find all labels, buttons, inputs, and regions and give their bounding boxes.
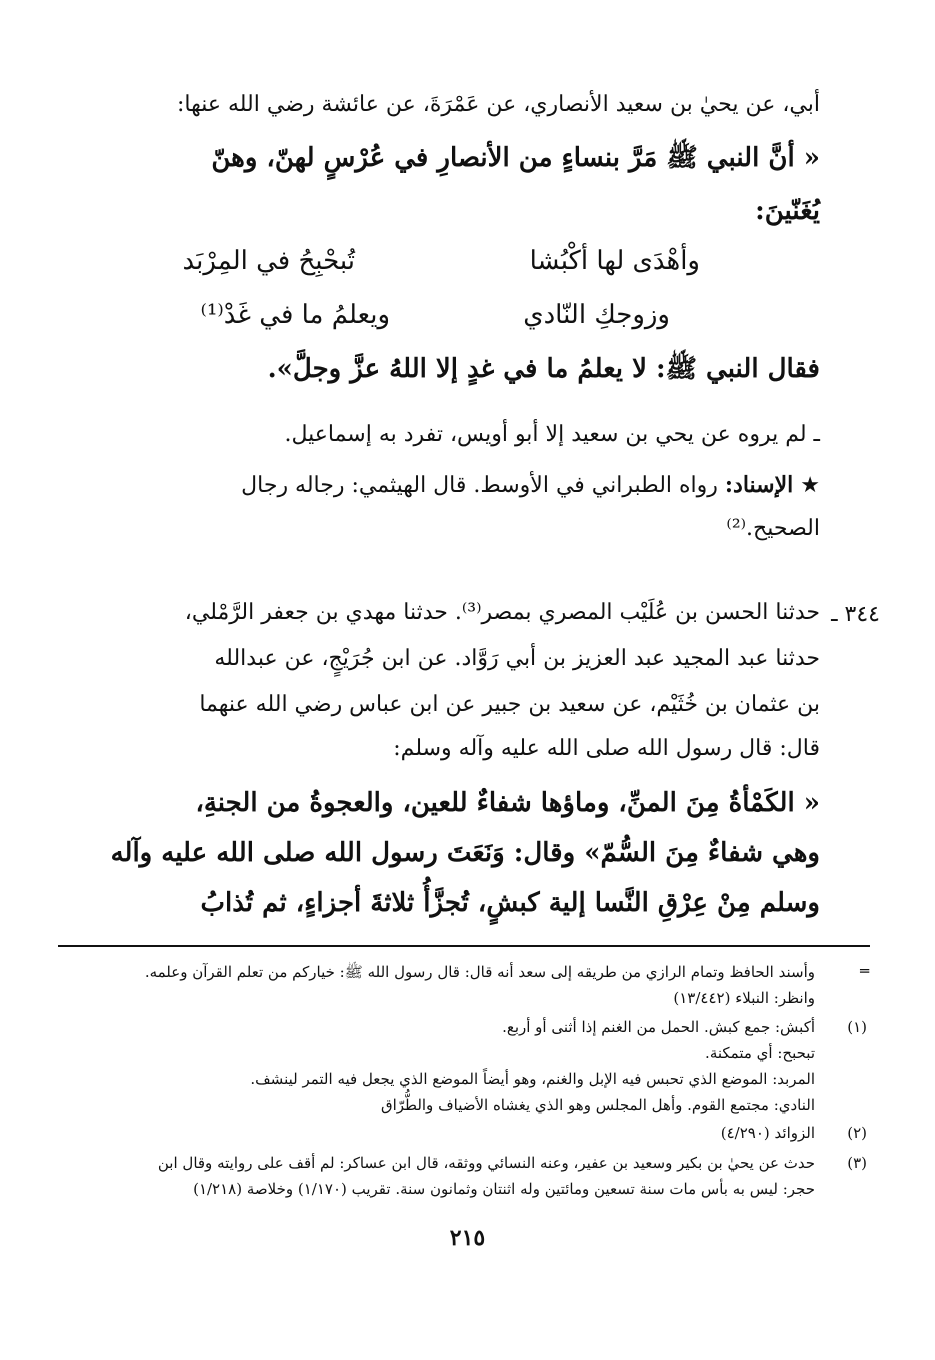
footnote-separator [58,945,870,947]
hadith-quote-line-1: « الكَمْأةُ مِنَ المنِّ، وماؤها شفاءٌ للعين، والعجوةُ من الجنةِ، [195,788,820,818]
hadith-line-3: بن عثمان بن خُثَيْم، عن سعيد بن جبير عن ابن عباس رضي الله عنهما [199,692,820,717]
footnote-1-line-1: أكبش: جمع كبش. الحمل من الغنم إذا أثنى أو أربع. [502,1018,815,1036]
isnad-line-2: الصحيح.⁽²⁾ [726,516,820,541]
hadith-quote-line-3: وسلم مِنْ عِرْقِ النَّسا إلية كبشٍ، تُجزَّأُ ثلاثةَ أجزاءٍ، ثم تُذابُ [200,888,820,918]
isnad-label: الإسناد: [724,472,794,498]
continuation-mark: ═ [859,962,869,980]
star-icon: ★ [800,473,820,498]
verse-2-second-hemistich: ويعلمُ ما في غَدْ⁽¹⁾ [200,300,390,330]
hadith-line-1: حدثنا الحسن بن عُلَيْب المصري بمصر⁽³⁾. حدثنا مهدي بن جعفر الرَّمْلي، [184,600,820,625]
footnote-3-line-2: حجر: ليس به بأس مات سنة تسعين ومائتين وله اثنتان وثمانون سنة. تقريب (١/١٧٠) وخلاصة (١/٢١٨) [193,1180,815,1198]
footnote-1-line-3: المربد: الموضع الذي تحبس فيه الإبل والغنم، وهو أيضاً الموضع الذي يجعل فيه التمر لينشف. [250,1070,815,1088]
footnote-continuation-line-2: وانظر: النبلاء (١٣/٤٤٢) [673,989,815,1007]
quote-line-2: يُغَنّينَ: [755,196,820,226]
quote-line-1: « أنَّ النبي ﷺ مَرَّ بنساءٍ من الأنصارِ في عُرْسٍ لهنّ، وهنّ [211,143,820,173]
footnote-3-line-1: حدث عن يحيٰ بن بكير وسعيد بن عفير، وعنه النسائي ووثقه، قال ابن عساكر: لم أقف على روايته وقال ابن [157,1154,815,1172]
footnote-2-number: (٢) [847,1124,867,1142]
page-number: ٢١٥ [449,1225,486,1251]
footnote-continuation-line-1: وأسند الحافظ وتمام الرازي من طريقه إلى سعد أنه قال: قال رسول الله ﷺ: خيارکم من تعلم القرآن وعلمه. [144,963,815,981]
footnote-2-line-1: الزوائد (٤/٢٩٠) [720,1124,815,1142]
hadith-line-2: حدثنا عبد المجيد عبد العزيز بن أبي رَوَّاد. عن ابن جُرَيْجٍ، عن عبدالله [214,646,820,671]
verse-1-second-hemistich: تُبحْبِحُ في المِرْبَد [182,246,355,276]
quote-end-line: فقال النبي ﷺ: لا يعلمُ ما في غدٍ إلا اللهُ عزَّ وجلَّ». [267,354,820,384]
footnote-1-number: (١) [847,1018,867,1036]
isnad-text: رواه الطبراني في الأوسط. قال الهيثمي: رجاله رجال [241,473,718,498]
footnote-3-number: (٣) [847,1154,867,1172]
footnote-1-line-2: تبحبح: أي متمكنة. [705,1044,815,1062]
isnad-line-1 [241,474,820,497]
hadith-quote-line-2: وهي شفاءٌ مِنَ السُّمّ» وقال: وَنَعَتَ رسول الله صلى الله عليه وآله [110,838,820,868]
footnote-1-line-4: النادي: مجتمع القوم. وأهل المجلس وهو الذي يغشاه الأضياف والطُّرّاق [380,1096,815,1114]
verse-1-first-hemistich: وأهْدَى لها أكْبُشا [529,246,700,276]
verse-2-first-hemistich: وزوجكِ النّادي [523,300,670,330]
hadith-number: ٣٤٤ ـ [831,602,880,627]
hadith-line-4: قال: قال رسول الله صلى الله عليه وآله وسلم: [393,736,820,761]
comment-line: ـ لم يروه عن يحي بن سعيد إلا أبو أويس، تفرد به إسماعيل. [284,422,820,447]
body-line-1: أبي، عن يحيٰ بن سعيد الأنصاري، عن عَمْرَةَ، عن عائشة رضي الله عنها: [176,92,820,117]
